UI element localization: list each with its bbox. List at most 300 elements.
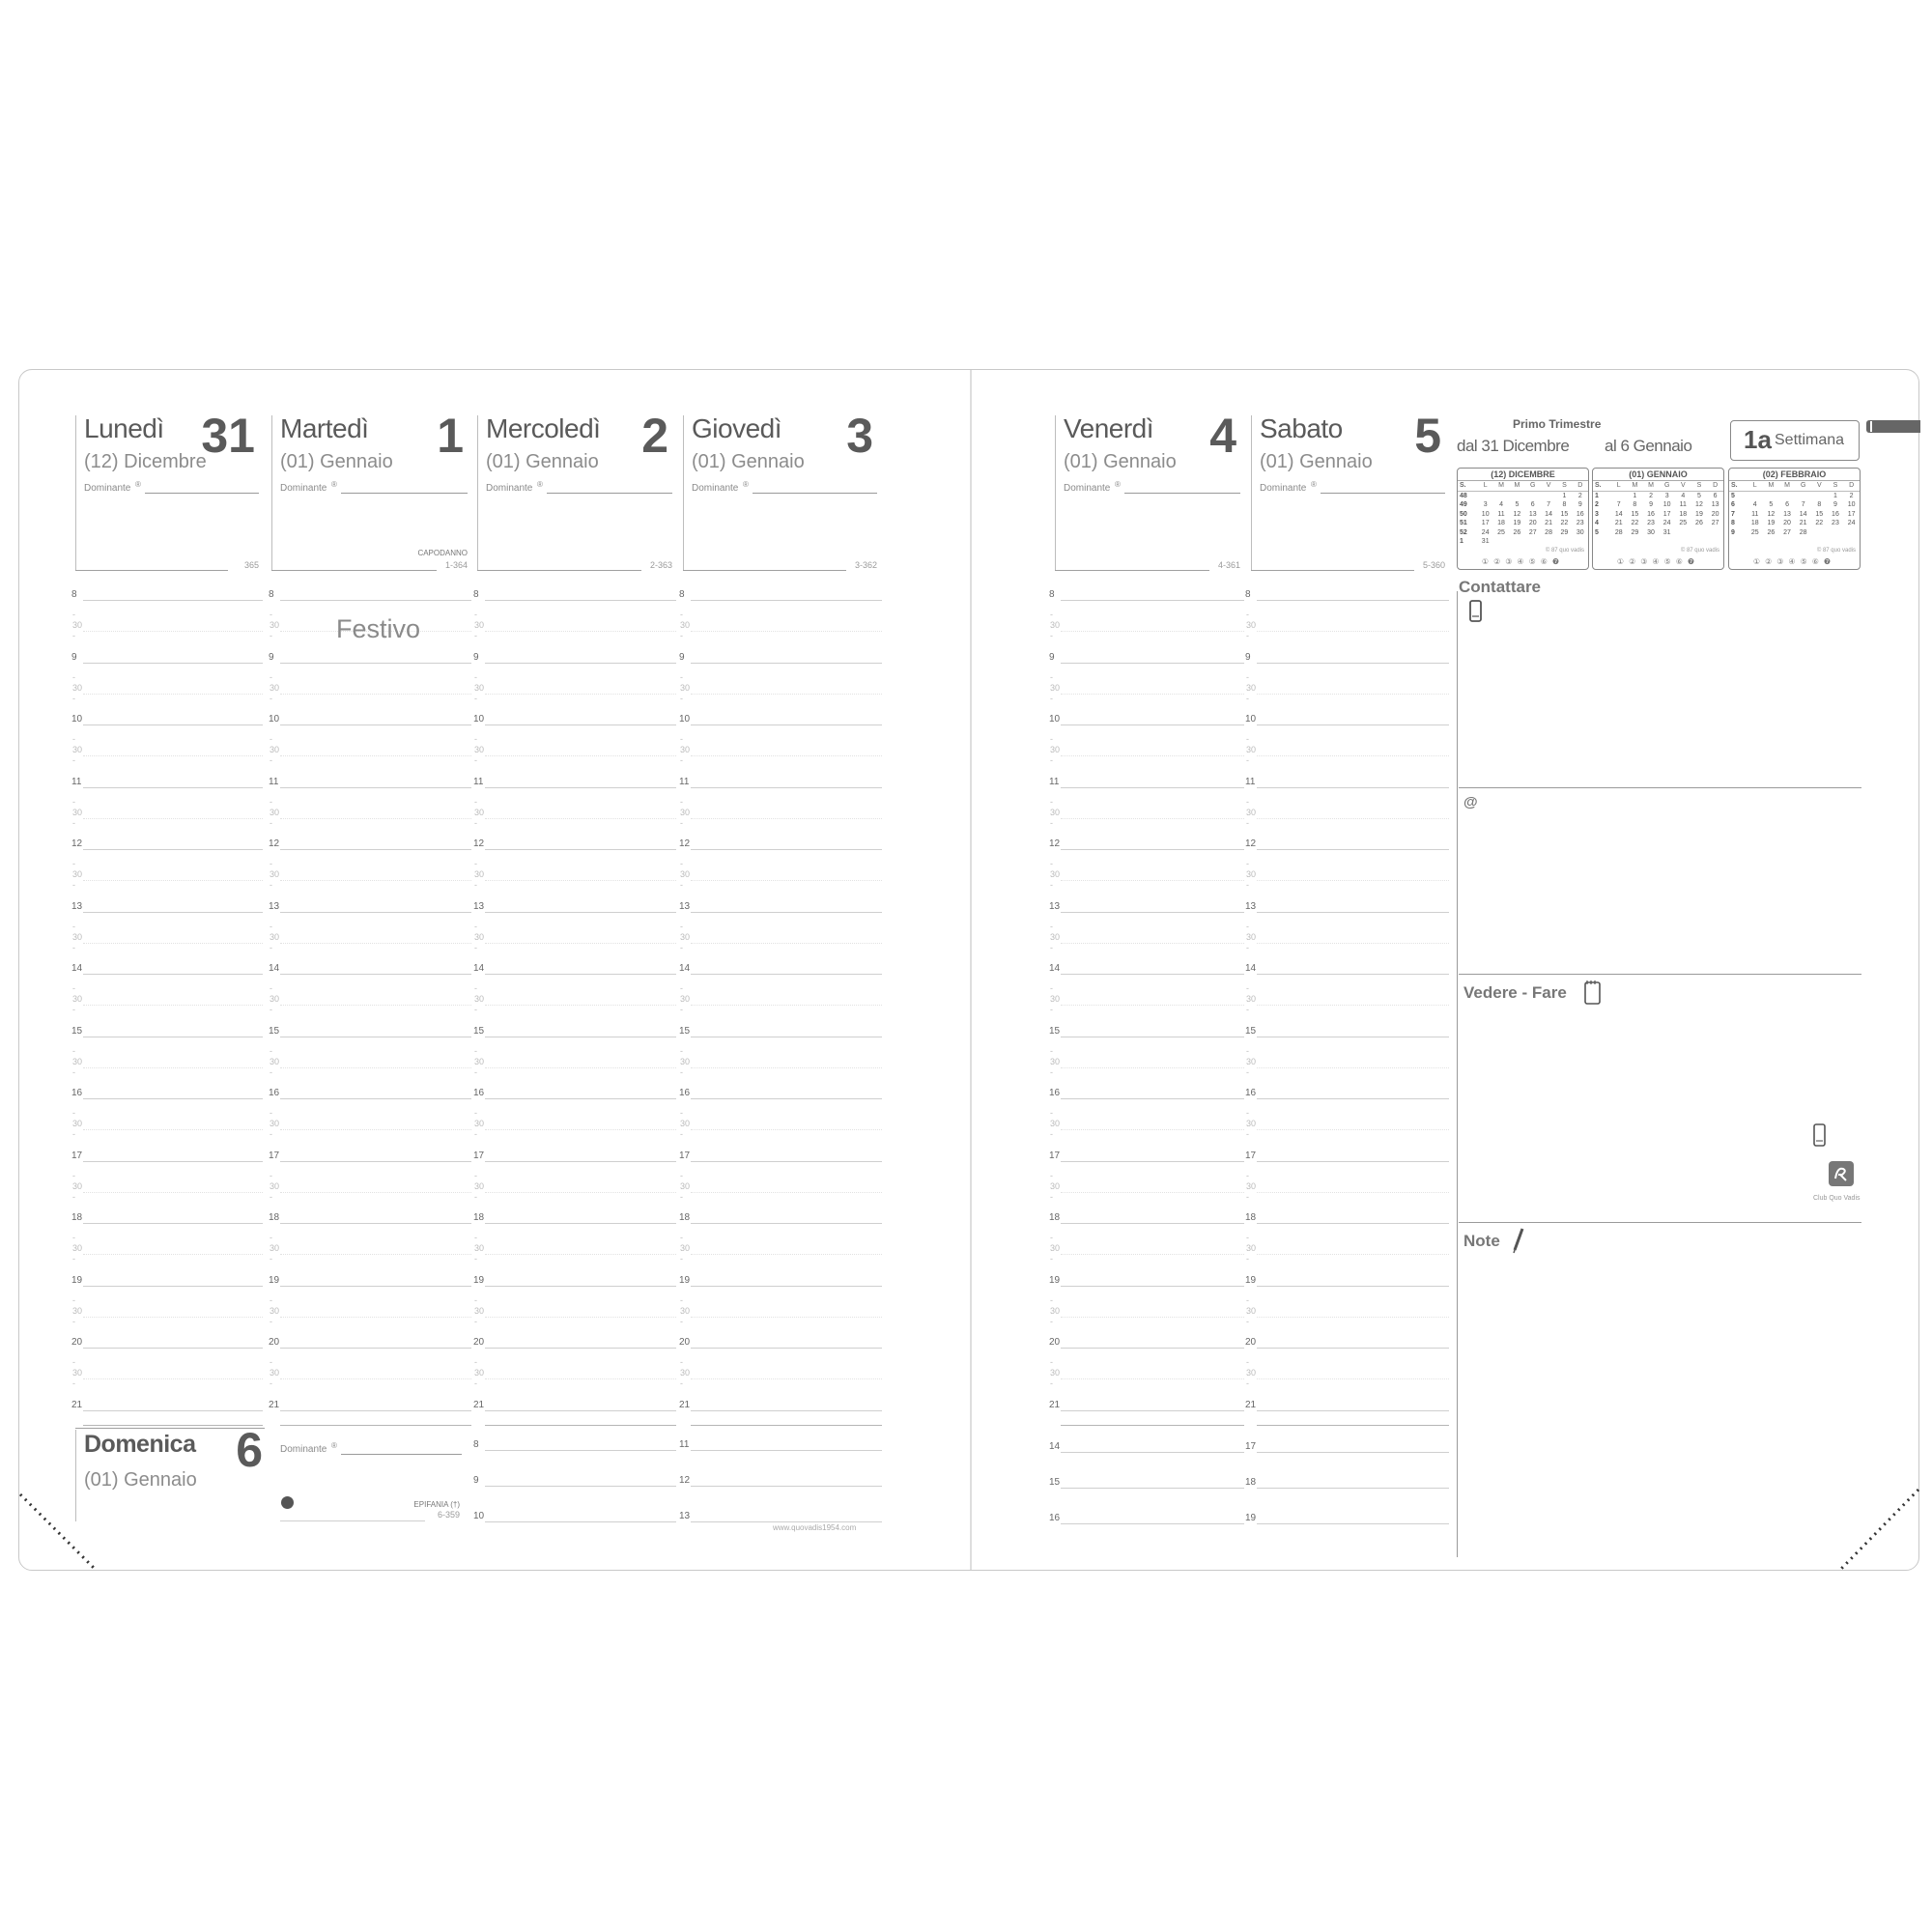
mini-calendar-weekday: G: [1525, 481, 1541, 491]
hour-slot[interactable]: [691, 663, 882, 664]
mini-calendar-weekday: S: [1828, 481, 1844, 491]
hour-slot[interactable]: [1257, 849, 1449, 850]
day-code: 2-363: [649, 560, 672, 570]
hour-slot[interactable]: [485, 1450, 676, 1451]
day-month: (01) Gennaio: [280, 451, 393, 472]
half-hour-slot[interactable]: [83, 1378, 263, 1379]
half-hour-mark: -: [72, 1378, 75, 1388]
hour-slot[interactable]: [485, 849, 676, 850]
half-hour-slot[interactable]: [1257, 1067, 1449, 1068]
half-hour-slot[interactable]: [691, 694, 882, 695]
hour-slot[interactable]: [1257, 974, 1449, 975]
mini-calendar-day: 12: [1767, 510, 1776, 518]
hour-slot[interactable]: [1257, 1488, 1449, 1489]
half-hour-slot[interactable]: [691, 1005, 882, 1006]
half-hour-mark: -: [72, 1233, 75, 1242]
day-name: Sabato: [1260, 413, 1343, 443]
half-hour-slot[interactable]: [280, 1005, 471, 1006]
hour-label: 12: [71, 838, 83, 849]
hour-label: 18: [1245, 1212, 1257, 1223]
half-hour-mark: 30: [270, 931, 280, 942]
hour-label: 20: [473, 1337, 485, 1348]
half-hour-slot[interactable]: [83, 694, 263, 695]
mini-calendar-day: 12: [1513, 510, 1521, 518]
half-hour-mark: 30: [474, 1056, 485, 1066]
half-hour-slot[interactable]: [280, 1317, 471, 1318]
half-hour-slot[interactable]: [485, 1317, 676, 1318]
mini-calendar-day: 22: [1560, 520, 1569, 526]
half-hour-slot[interactable]: [83, 1317, 263, 1318]
hour-label: 8: [473, 589, 479, 600]
hour-slot[interactable]: [691, 974, 882, 975]
dominante-input[interactable]: [341, 493, 468, 494]
hour-slot[interactable]: [1257, 1286, 1449, 1287]
hour-slot[interactable]: [1061, 1098, 1244, 1099]
half-hour-slot[interactable]: [691, 1067, 882, 1068]
hour-slot[interactable]: [1257, 724, 1449, 725]
hour-label: 16: [473, 1088, 485, 1098]
half-hour-mark: -: [270, 610, 272, 619]
half-hour-mark: 30: [72, 620, 83, 630]
half-hour-mark: 30: [1050, 994, 1061, 1004]
half-hour-mark: -: [270, 1045, 272, 1056]
half-hour-slot[interactable]: [485, 1005, 676, 1006]
half-hour-slot[interactable]: [485, 880, 676, 881]
hour-slot[interactable]: [280, 663, 471, 664]
hour-slot[interactable]: [1061, 724, 1244, 725]
hour-label: 14: [269, 963, 280, 974]
half-hour-mark: 30: [1246, 994, 1257, 1004]
dominante-input[interactable]: [1124, 493, 1240, 494]
hour-slot[interactable]: [1061, 912, 1244, 913]
half-hour-slot[interactable]: [1257, 1254, 1449, 1255]
half-hour-slot[interactable]: [1257, 1378, 1449, 1379]
half-hour-slot[interactable]: [1061, 1129, 1244, 1130]
half-hour-slot[interactable]: [280, 694, 471, 695]
hour-slot[interactable]: [1061, 1523, 1244, 1524]
half-hour-slot[interactable]: [1061, 818, 1244, 819]
half-hour-slot[interactable]: [83, 1067, 263, 1068]
hour-label: 11: [679, 776, 690, 787]
half-hour-slot[interactable]: [485, 1254, 676, 1255]
hour-slot[interactable]: [1061, 974, 1244, 975]
half-hour-slot[interactable]: [1257, 1317, 1449, 1318]
half-hour-slot[interactable]: [691, 880, 882, 881]
mini-calendar-day: 19: [1767, 520, 1776, 526]
hour-slot[interactable]: [280, 724, 471, 725]
half-hour-slot[interactable]: [485, 818, 676, 819]
hour-slot[interactable]: [83, 600, 263, 601]
hour-label: 13: [679, 1511, 691, 1521]
hour-label: 9: [1049, 651, 1055, 663]
half-hour-slot[interactable]: [1257, 631, 1449, 632]
half-hour-mark: -: [1246, 1294, 1249, 1305]
hour-slot[interactable]: [280, 912, 471, 913]
hour-slot[interactable]: [1061, 787, 1244, 788]
half-hour-mark: -: [1050, 734, 1053, 744]
mini-calendar-day: 2: [1649, 492, 1653, 499]
day-name: Martedì: [280, 413, 369, 443]
dominante-input[interactable]: [547, 493, 672, 494]
mini-calendar-day: [1525, 537, 1541, 547]
hour-slot[interactable]: [691, 1161, 882, 1162]
half-hour-slot[interactable]: [1257, 1129, 1449, 1130]
dominante-mark: ®: [331, 1441, 337, 1450]
mini-calendar-day: 13: [1711, 501, 1719, 508]
half-hour-mark: 30: [680, 1305, 691, 1316]
mini-calendar-day: 11: [1751, 510, 1759, 518]
half-hour-slot[interactable]: [1257, 1005, 1449, 1006]
mini-calendar-day: 27: [1528, 528, 1537, 536]
half-hour-mark: 30: [680, 1056, 691, 1066]
half-hour-mark: -: [474, 755, 477, 765]
dominante-mark: ®: [1115, 480, 1121, 489]
half-hour-slot[interactable]: [691, 1129, 882, 1130]
hour-slot[interactable]: [1257, 787, 1449, 788]
half-hour-mark: -: [474, 983, 477, 993]
mini-calendar-weekday: S: [1691, 481, 1708, 491]
hour-label: 10: [269, 714, 280, 724]
hour-label: 16: [1049, 1088, 1061, 1098]
half-hour-slot[interactable]: [691, 1192, 882, 1193]
hour-slot[interactable]: [1061, 849, 1244, 850]
half-hour-slot[interactable]: [1257, 943, 1449, 944]
mini-calendar-day: [1763, 491, 1779, 500]
grid-bottom-rule: [1061, 1425, 1244, 1426]
hour-slot[interactable]: [280, 849, 471, 850]
hour-slot[interactable]: [1257, 1098, 1449, 1099]
half-hour-mark: 30: [72, 807, 83, 817]
hour-slot[interactable]: [280, 600, 471, 601]
half-hour-slot[interactable]: [280, 1192, 471, 1193]
half-hour-mark: 30: [72, 994, 83, 1004]
hour-slot[interactable]: [280, 1286, 471, 1287]
day-month: (01) Gennaio: [1260, 451, 1373, 472]
half-hour-slot[interactable]: [1061, 1254, 1244, 1255]
hour-slot[interactable]: [83, 1286, 263, 1287]
half-hour-slot[interactable]: [83, 755, 263, 756]
hour-slot[interactable]: [691, 1410, 882, 1411]
half-hour-slot[interactable]: [691, 818, 882, 819]
mini-calendar-day: 3: [1483, 501, 1488, 508]
hour-slot[interactable]: [83, 1161, 263, 1162]
hour-slot[interactable]: [280, 1348, 471, 1349]
hour-slot[interactable]: [691, 1223, 882, 1224]
half-hour-slot[interactable]: [1061, 1378, 1244, 1379]
half-hour-slot[interactable]: [83, 1192, 263, 1193]
half-hour-slot[interactable]: [485, 943, 676, 944]
mini-calendar-day: 7: [1801, 501, 1805, 508]
mini-calendar-day: 5: [1515, 501, 1520, 508]
mini-calendar-weekday: D: [1707, 481, 1723, 491]
hour-slot[interactable]: [280, 787, 471, 788]
hour-slot[interactable]: [1061, 1452, 1244, 1453]
hour-slot[interactable]: [1061, 1161, 1244, 1162]
hour-slot[interactable]: [280, 1098, 471, 1099]
hour-slot[interactable]: [83, 1098, 263, 1099]
half-hour-slot[interactable]: [485, 1378, 676, 1379]
hour-slot[interactable]: [1061, 1223, 1244, 1224]
hour-slot[interactable]: [280, 1223, 471, 1224]
hour-slot[interactable]: [83, 849, 263, 850]
mini-calendar-day: 5: [1731, 492, 1735, 499]
half-hour-slot[interactable]: [280, 1378, 471, 1379]
hour-slot[interactable]: [485, 1161, 676, 1162]
mini-calendar-day: 4: [1499, 501, 1503, 508]
phone-icon-small: [1812, 1122, 1828, 1151]
hour-slot[interactable]: [691, 1521, 882, 1522]
hour-slot[interactable]: [1257, 1452, 1449, 1453]
hour-label: 18: [1049, 1212, 1061, 1223]
hour-label: 12: [269, 838, 280, 849]
mini-calendar-day: 8: [1731, 520, 1735, 526]
contact-vertical-rule: [1457, 591, 1458, 1557]
mini-calendar-day: 28: [1614, 528, 1623, 536]
hour-slot[interactable]: [691, 1098, 882, 1099]
hour-slot[interactable]: [485, 724, 676, 725]
hour-slot[interactable]: [1257, 1223, 1449, 1224]
day-code: 365: [243, 560, 259, 570]
hour-slot[interactable]: [83, 787, 263, 788]
hour-label: 10: [1245, 714, 1257, 724]
half-hour-mark: -: [680, 1316, 683, 1326]
mini-calendar-day: 14: [1545, 510, 1552, 518]
half-hour-slot[interactable]: [280, 880, 471, 881]
hour-label: 16: [71, 1088, 83, 1098]
hour-slot[interactable]: [1257, 663, 1449, 664]
hour-slot[interactable]: [485, 1410, 676, 1411]
half-hour-mark: -: [1246, 1254, 1249, 1264]
half-hour-mark: 30: [1246, 1368, 1257, 1378]
half-hour-mark: 30: [72, 745, 83, 754]
half-hour-mark: -: [474, 942, 477, 952]
hour-slot[interactable]: [1257, 1348, 1449, 1349]
mini-calendar-day: 14: [1614, 510, 1623, 518]
half-hour-mark: -: [474, 1108, 477, 1118]
hour-slot[interactable]: [1061, 1286, 1244, 1287]
half-hour-slot[interactable]: [1061, 880, 1244, 881]
hour-slot[interactable]: [485, 1098, 676, 1099]
hour-slot[interactable]: [691, 724, 882, 725]
half-hour-slot[interactable]: [485, 1129, 676, 1130]
hour-slot[interactable]: [1061, 1348, 1244, 1349]
half-hour-slot[interactable]: [1257, 755, 1449, 756]
hour-slot[interactable]: [691, 1348, 882, 1349]
hour-slot[interactable]: [1257, 912, 1449, 913]
ribbon-tab: [1866, 420, 1920, 433]
half-hour-mark: -: [72, 796, 75, 807]
hour-slot[interactable]: [485, 1223, 676, 1224]
half-hour-mark: -: [680, 1066, 683, 1077]
half-hour-mark: 30: [1246, 682, 1257, 693]
half-hour-slot[interactable]: [691, 943, 882, 944]
half-hour-slot[interactable]: [691, 631, 882, 632]
half-hour-slot[interactable]: [1061, 1192, 1244, 1193]
hour-slot[interactable]: [1061, 600, 1244, 601]
hour-label: 20: [1049, 1337, 1061, 1348]
half-hour-slot[interactable]: [83, 1005, 263, 1006]
mini-calendar-copyright: © 87 quo vadis: [1816, 548, 1856, 554]
hour-label: 8: [679, 589, 685, 600]
half-hour-mark: -: [1050, 693, 1053, 703]
hour-slot[interactable]: [83, 1410, 263, 1411]
half-hour-mark: -: [1050, 983, 1053, 993]
dominante-label: Dominante: [280, 483, 327, 494]
hour-slot[interactable]: [691, 1450, 882, 1451]
hour-slot[interactable]: [83, 1223, 263, 1224]
half-hour-mark: -: [72, 1254, 75, 1264]
half-hour-mark: -: [680, 1191, 683, 1202]
hour-slot[interactable]: [83, 974, 263, 975]
hour-slot[interactable]: [1257, 1161, 1449, 1162]
mini-calendar: [1457, 468, 1589, 570]
half-hour-slot[interactable]: [691, 755, 882, 756]
half-hour-slot[interactable]: [280, 1129, 471, 1130]
half-hour-slot[interactable]: [83, 631, 263, 632]
dominante-input[interactable]: [341, 1454, 462, 1455]
hour-label: 14: [1049, 1441, 1061, 1452]
hour-label: 14: [473, 963, 485, 974]
hour-slot[interactable]: [1257, 1410, 1449, 1411]
dominante-input[interactable]: [145, 493, 259, 494]
hour-label: 10: [679, 714, 691, 724]
half-hour-slot[interactable]: [83, 880, 263, 881]
half-hour-slot[interactable]: [83, 818, 263, 819]
hour-slot[interactable]: [1257, 1523, 1449, 1524]
hour-slot[interactable]: [691, 849, 882, 850]
mini-calendar-day: 24: [1481, 528, 1490, 536]
left-corner-dots: [18, 1492, 100, 1575]
half-hour-slot[interactable]: [485, 1192, 676, 1193]
half-hour-slot[interactable]: [1257, 1192, 1449, 1193]
mini-calendar-copyright: © 87 quo vadis: [1545, 548, 1584, 554]
hour-slot[interactable]: [485, 787, 676, 788]
hour-slot[interactable]: [691, 1486, 882, 1487]
half-hour-mark: 30: [680, 869, 691, 879]
mini-calendar-day: 13: [1528, 510, 1537, 518]
hour-slot[interactable]: [485, 1486, 676, 1487]
half-hour-slot[interactable]: [485, 1067, 676, 1068]
half-hour-slot[interactable]: [280, 943, 471, 944]
dominante-input[interactable]: [1321, 493, 1445, 494]
mini-calendar-day: 9: [1649, 501, 1653, 508]
half-hour-slot[interactable]: [83, 943, 263, 944]
mini-calendar: [1728, 468, 1861, 570]
half-hour-slot[interactable]: [83, 1129, 263, 1130]
mini-calendar-day: [1525, 491, 1541, 500]
half-hour-mark: 30: [680, 994, 691, 1004]
half-hour-mark: -: [270, 1108, 272, 1118]
mini-calendar-day: 5: [1696, 492, 1701, 499]
hour-slot[interactable]: [1061, 1410, 1244, 1411]
half-hour-slot[interactable]: [691, 1378, 882, 1379]
dominante-input[interactable]: [753, 493, 877, 494]
hour-slot[interactable]: [1257, 600, 1449, 601]
hour-label: 9: [71, 651, 77, 663]
hour-slot[interactable]: [691, 912, 882, 913]
mini-calendar-weekday: G: [1659, 481, 1675, 491]
half-hour-slot[interactable]: [280, 1254, 471, 1255]
mini-calendar-day: 6: [1530, 501, 1535, 508]
half-hour-mark: 30: [474, 807, 485, 817]
hour-slot[interactable]: [485, 663, 676, 664]
half-hour-slot[interactable]: [1061, 694, 1244, 695]
hour-slot[interactable]: [485, 600, 676, 601]
half-hour-mark: 30: [270, 1056, 280, 1066]
half-hour-mark: 30: [1050, 1305, 1061, 1316]
half-hour-mark: -: [1246, 796, 1249, 807]
half-hour-slot[interactable]: [1257, 880, 1449, 881]
hour-slot[interactable]: [485, 1348, 676, 1349]
website-label[interactable]: www.quovadis1954.com: [773, 1523, 857, 1532]
half-hour-slot[interactable]: [485, 694, 676, 695]
mini-calendar-weekday: M: [1763, 481, 1779, 491]
half-hour-slot[interactable]: [280, 755, 471, 756]
hour-label: 11: [1245, 776, 1256, 787]
day-month: (12) Dicembre: [84, 451, 207, 472]
hour-slot[interactable]: [485, 974, 676, 975]
hour-slot[interactable]: [83, 724, 263, 725]
hour-label: 9: [269, 651, 274, 663]
half-hour-mark: 30: [1050, 1368, 1061, 1378]
hour-slot[interactable]: [1061, 663, 1244, 664]
half-hour-slot[interactable]: [691, 1317, 882, 1318]
hour-slot[interactable]: [83, 663, 263, 664]
mini-calendar-weekday: S: [1556, 481, 1572, 491]
half-hour-slot[interactable]: [485, 755, 676, 756]
half-hour-slot[interactable]: [691, 1254, 882, 1255]
hour-slot[interactable]: [280, 1161, 471, 1162]
half-hour-mark: -: [680, 755, 683, 765]
half-hour-slot[interactable]: [1061, 755, 1244, 756]
half-hour-slot[interactable]: [1061, 1317, 1244, 1318]
mini-calendar-title: (12) DICEMBRE: [1458, 469, 1588, 481]
hour-slot[interactable]: [1061, 1488, 1244, 1489]
half-hour-slot[interactable]: [280, 818, 471, 819]
half-hour-slot[interactable]: [1061, 1067, 1244, 1068]
half-hour-mark: -: [474, 921, 477, 931]
hour-slot[interactable]: [83, 1348, 263, 1349]
hour-label: 10: [1049, 714, 1061, 724]
day-header-bottom: [477, 570, 641, 571]
hour-slot[interactable]: [280, 974, 471, 975]
hour-slot[interactable]: [691, 600, 882, 601]
mini-calendar-weekday: M: [1643, 481, 1660, 491]
half-hour-slot[interactable]: [1257, 694, 1449, 695]
half-hour-mark: -: [474, 1066, 477, 1077]
hour-slot[interactable]: [485, 1286, 676, 1287]
hour-slot[interactable]: [691, 1286, 882, 1287]
mini-calendar-day: 49: [1460, 501, 1467, 508]
hour-slot[interactable]: [485, 912, 676, 913]
half-hour-slot[interactable]: [1257, 818, 1449, 819]
mini-calendar-day: 22: [1631, 520, 1639, 526]
mini-calendar-day: 20: [1783, 520, 1791, 526]
hour-label: 11: [71, 776, 82, 787]
half-hour-slot[interactable]: [280, 1067, 471, 1068]
hour-slot[interactable]: [83, 912, 263, 913]
half-hour-slot[interactable]: [1061, 631, 1244, 632]
half-hour-slot[interactable]: [1061, 943, 1244, 944]
hour-slot[interactable]: [280, 1410, 471, 1411]
hour-slot[interactable]: [691, 787, 882, 788]
half-hour-slot[interactable]: [485, 631, 676, 632]
half-hour-slot[interactable]: [1061, 1005, 1244, 1006]
hour-slot[interactable]: [485, 1521, 676, 1522]
half-hour-slot[interactable]: [83, 1254, 263, 1255]
mini-calendar-day: 9: [1833, 501, 1837, 508]
dominante-label: Dominante: [692, 483, 739, 494]
